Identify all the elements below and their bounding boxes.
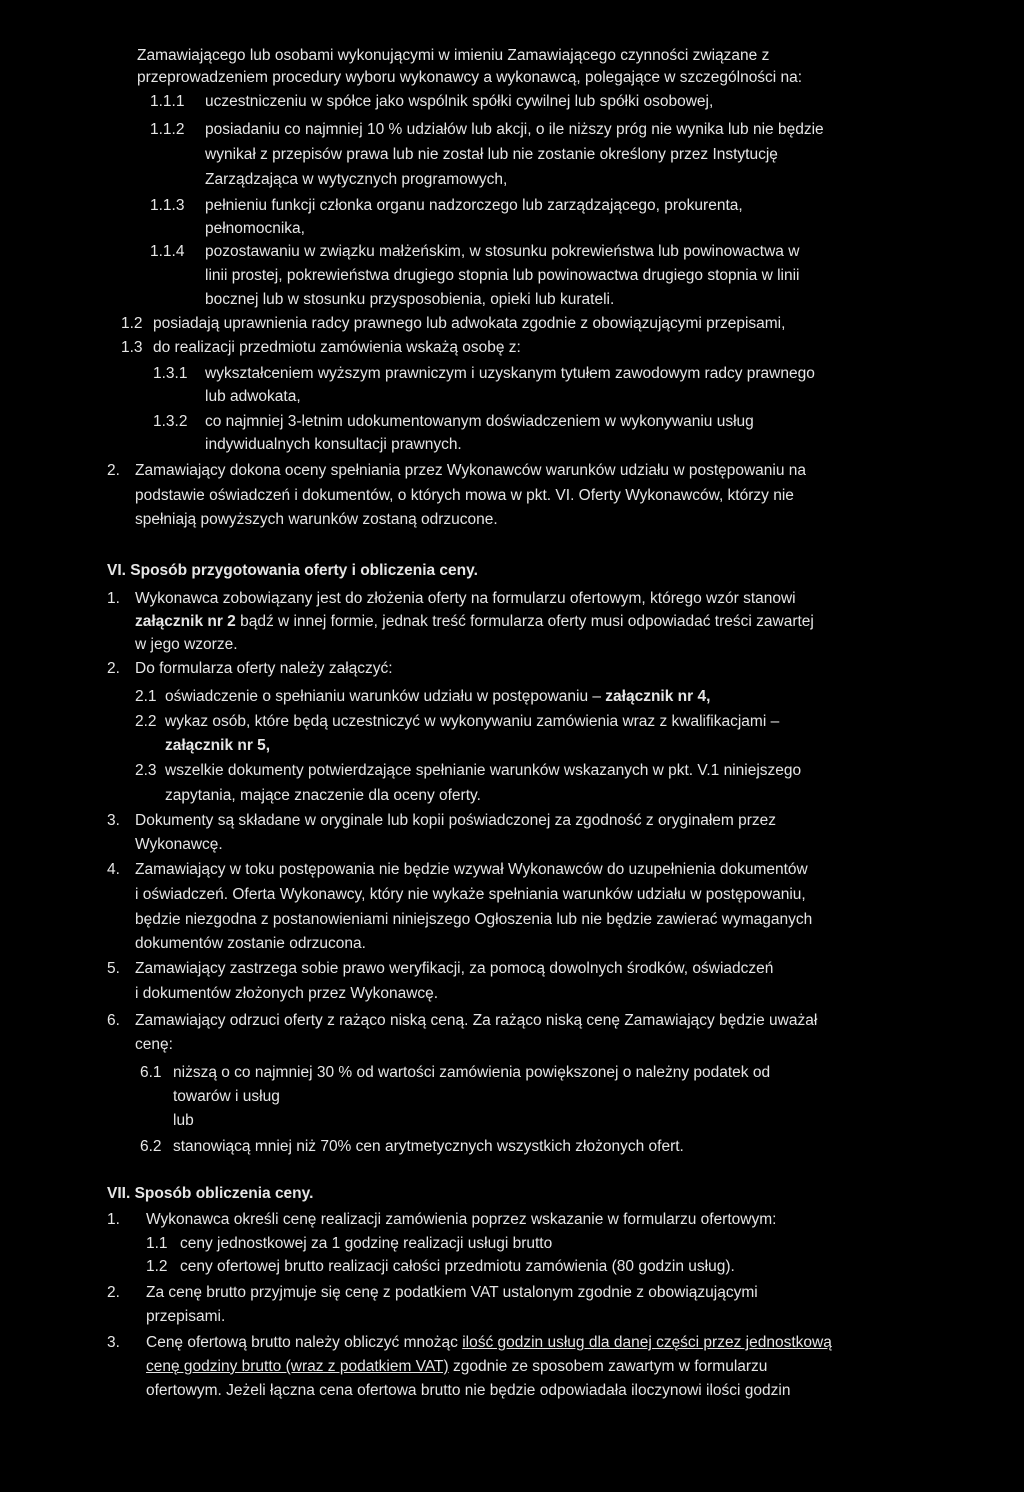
vi-6-line-2: cenę: (135, 1036, 173, 1053)
item-2-line-2: podstawie oświadczeń i dokumentów, o których mowa w pkt. VI. Oferty Wykonawców, którzy nie (135, 487, 794, 504)
item-1-2-text: posiadają uprawnienia radcy prawnego lub adwokata zgodnie z obowiązującymi przepisami, (153, 315, 786, 332)
vii-3-underlined-1: ilość godzin usług dla danej części przez jednostkową (462, 1334, 832, 1351)
vii-1-1-text: ceny jednostkowej za 1 godzinę realizacji usługi brutto (180, 1235, 553, 1252)
item-1-3-1-number: 1.3.1 (153, 365, 188, 382)
vii-3-number: 3. (107, 1334, 120, 1351)
vi-1-line-1: Wykonawca zobowiązany jest do złożenia oferty na formularzu ofertowym, którego wzór stanowi (135, 590, 796, 607)
vi-3-number: 3. (107, 812, 120, 829)
vi-2-number: 2. (107, 660, 120, 677)
item-1-3-2-line-1: co najmniej 3-letnim udokumentowanym doświadczeniem w wykonywaniu usług (205, 413, 754, 430)
vi-3-line-1: Dokumenty są składane w oryginale lub kopii poświadczonej za zgodność z oryginałem przez (135, 812, 777, 829)
item-1-2-number: 1.2 (121, 315, 143, 332)
attachment-5-label: załącznik nr 5, (165, 737, 271, 754)
item-1-3-number: 1.3 (121, 339, 143, 356)
item-1-1-4-line-1: pozostawaniu w związku małżeńskim, w stosunku pokrewieństwa lub powinowactwa w (205, 243, 800, 260)
vi-6-number: 6. (107, 1012, 120, 1029)
vi-2-1-number: 2.1 (135, 688, 157, 705)
vii-1-2-text: ceny ofertowej brutto realizacji całości przedmiotu zamówienia (80 godzin usług). (180, 1258, 735, 1275)
item-2-line-1: Zamawiający dokona oceny spełniania przez Wykonawców warunków udziału w postępowaniu na (135, 462, 807, 479)
vi-6-2-number: 6.2 (140, 1138, 162, 1155)
vi-4-line-1: Zamawiający w toku postępowania nie będzie wzywał Wykonawców do uzupełnienia dokumentów (135, 861, 808, 878)
vi-2-3-line-1: wszelkie dokumenty potwierdzające spełnianie warunków wskazanych w pkt. V.1 niniejszego (165, 762, 802, 779)
item-1-1-3-number: 1.1.3 (150, 197, 185, 214)
item-1-1-4-number: 1.1.4 (150, 243, 185, 260)
vi-2-1-text-main: oświadczenie o spełnianiu warunków udziału w postępowaniu – (165, 688, 606, 705)
intro-line-2: przeprowadzeniem procedury wyboru wykonawcy a wykonawcą, polegające w szczególności na: (137, 69, 803, 86)
vi-6-1-line-1: niższą o co najmniej 30 % od wartości zamówienia powiększonej o należny podatek od (173, 1064, 771, 1081)
vi-6-1-line-2: towarów i usług (173, 1088, 280, 1105)
item-1-1-1-text: uczestniczeniu w spółce jako wspólnik spółki cywilnej lub spółki osobowej, (205, 93, 714, 110)
vi-5-line-1: Zamawiający zastrzega sobie prawo weryfikacji, za pomocą dowolnych środków, oświadczeń (135, 960, 774, 977)
item-1-1-2-number: 1.1.2 (150, 121, 185, 138)
vii-2-line-1: Za cenę brutto przyjmuje się cenę z podatkiem VAT ustalonym zgodnie z obowiązującymi (146, 1284, 758, 1301)
vi-5-line-2: i dokumentów złożonych przez Wykonawcę. (135, 985, 439, 1002)
vii-3-line-2-rest: zgodnie ze sposobem zawartym w formularzu (448, 1358, 768, 1375)
item-1-1-3-line-1: pełnieniu funkcji członka organu nadzorczego lub zarządzającego, prokurenta, (205, 197, 743, 214)
item-1-1-1-number: 1.1.1 (150, 93, 185, 110)
vi-6-line-1: Zamawiający odrzuci oferty z rażąco niską ceną. Za rażąco niską cenę Zamawiający będzie uważał (135, 1012, 818, 1029)
item-1-1-2-line-3: Zarządzająca w wytycznych programowych, (205, 171, 508, 188)
vi-4-line-3: będzie niezgodna z postanowieniami niniejszego Ogłoszenia lub nie będzie zawierać wymaganych (135, 911, 813, 928)
intro-line-1: Zamawiającego lub osobami wykonującymi w imieniu Zamawiającego czynności związane z (137, 47, 770, 64)
section-vi-heading: VI. Sposób przygotowania oferty i obliczenia ceny. (107, 562, 478, 579)
item-1-3-text: do realizacji przedmiotu zamówienia wskażą osobę z: (153, 339, 521, 356)
vi-4-line-2: i oświadczeń. Oferta Wykonawcy, który nie wykaże spełniania warunków udziału w postępowaniu, (135, 886, 806, 903)
vii-2-line-2: przepisami. (146, 1308, 226, 1325)
vi-6-2-text: stanowiącą mniej niż 70% cen arytmetycznych wszystkich złożonych ofert. (173, 1138, 684, 1155)
vi-6-1-line-3: lub (173, 1112, 194, 1129)
item-2-number: 2. (107, 462, 120, 479)
item-1-3-1-line-1: wykształceniem wyższym prawniczym i uzyskanym tytułem zawodowym radcy prawnego (205, 365, 815, 382)
vii-3-line-3: ofertowym. Jeżeli łączna cena ofertowa brutto nie będzie odpowiadała iloczynowi ilości godzin (146, 1382, 791, 1399)
vi-2-text: Do formularza oferty należy załączyć: (135, 660, 393, 677)
vi-1-line-2 (135, 612, 814, 632)
item-1-1-2-line-1: posiadaniu co najmniej 10 % udziałów lub akcji, o ile niższy próg nie wynika lub nie będzie (205, 121, 824, 138)
vi-3-line-2: Wykonawcę. (135, 836, 223, 853)
vi-5-number: 5. (107, 960, 120, 977)
attachment-2-label: załącznik nr 2 (135, 613, 236, 630)
vii-1-1-number: 1.1 (146, 1235, 168, 1252)
vii-1-text: Wykonawca określi cenę realizacji zamówienia poprzez wskazanie w formularzu ofertowym: (146, 1211, 777, 1228)
vii-3-underlined-2: cenę godziny brutto (wraz z podatkiem VAT) (146, 1358, 449, 1375)
item-2-line-3: spełniają powyższych warunków zostaną odrzucone. (135, 511, 498, 528)
attachment-4-label: załącznik nr 4, (605, 688, 711, 705)
vi-6-1-number: 6.1 (140, 1064, 162, 1081)
vi-2-3-line-2: zapytania, mające znaczenie dla oceny oferty. (165, 787, 481, 804)
vi-2-2-line-1: wykaz osób, które będą uczestniczyć w wykonywaniu zamówienia wraz z kwalifikacjami – (165, 713, 780, 730)
vi-1-number: 1. (107, 590, 120, 607)
vi-2-3-number: 2.3 (135, 762, 157, 779)
vii-3-line-2 (146, 1357, 767, 1377)
vi-1-line-3: w jego wzorze. (135, 636, 238, 653)
section-vii-heading: VII. Sposób obliczenia ceny. (107, 1185, 314, 1202)
item-1-1-4-line-3: bocznej lub w stosunku przysposobienia, opieki lub kurateli. (205, 291, 615, 308)
vii-3-line-1-start: Cenę ofertową brutto należy obliczyć mnożąc (146, 1334, 463, 1351)
vii-2-number: 2. (107, 1284, 120, 1301)
vi-4-line-4: dokumentów zostanie odrzucona. (135, 935, 366, 952)
vii-3-line-1 (146, 1333, 832, 1353)
vii-1-number: 1. (107, 1211, 120, 1228)
item-1-3-2-line-2: indywidualnych konsultacji prawnych. (205, 436, 462, 453)
item-1-1-2-line-2: wynikał z przepisów prawa lub nie został lub nie zostanie określony przez Instytucję (205, 146, 778, 163)
vi-1-line-2-rest: bądź w innej formie, jednak treść formularza oferty musi odpowiadać treści zawartej (235, 613, 814, 630)
vi-4-number: 4. (107, 861, 120, 878)
item-1-1-4-line-2: linii prostej, pokrewieństwa drugiego stopnia lub powinowactwa drugiego stopnia w linii (205, 267, 800, 284)
item-1-3-1-line-2: lub adwokata, (205, 388, 301, 405)
vi-2-1-text (165, 687, 710, 707)
item-1-3-2-number: 1.3.2 (153, 413, 188, 430)
vi-2-2-number: 2.2 (135, 713, 157, 730)
item-1-1-3-line-2: pełnomocnika, (205, 220, 305, 237)
vii-1-2-number: 1.2 (146, 1258, 168, 1275)
